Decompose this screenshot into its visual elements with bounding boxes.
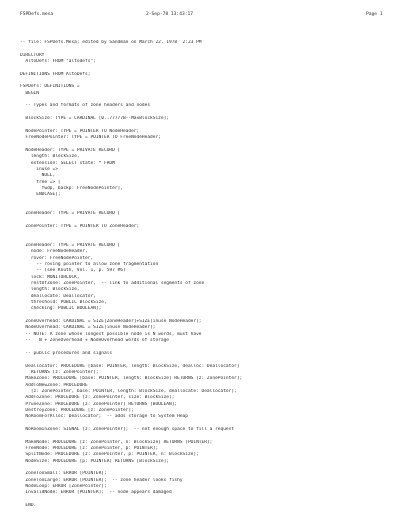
code-line: rover: FreeNodePointer,	[20, 255, 94, 261]
code-line: NoRoomInZone: SIGNAL [z: ZonePointer]; -- not enough space to fill a request	[20, 426, 235, 432]
code-line: -- (see Knuth, Vol. 1, p. 597 #6)	[20, 268, 126, 274]
code-line: ZoneTooLarge: ERROR [POINTER]; -- zone header looks fishy	[20, 477, 183, 483]
code-line: NodeOverhead: CARDINAL = SIZE[inuse NodeHeader];	[20, 325, 156, 331]
code-line: fwdp, backp: FreeNodePointer],	[20, 185, 123, 191]
code-line: inuse =>	[20, 166, 58, 172]
code-line: [z: ZonePointer, base: POINTER, length: BlockSize, deallocate: Deallocator];	[20, 388, 237, 394]
code-line: END.	[20, 503, 37, 509]
code-line: AddToZone: PROCEDURE [z: ZonePointer, size: BlockSize];	[20, 395, 175, 401]
code-line: Deallocator: PROCEDURE [base: POINTER, length: BlockSize, dealloc: Deallocator]	[20, 363, 240, 369]
code-line: restOfZone: ZonePointer, -- link to additional segments of zone	[20, 281, 205, 287]
code-line: NodePointer: TYPE = POINTER TO NodeHeader;	[20, 128, 140, 134]
code-line: DIRECTORY	[20, 52, 45, 58]
code-line: threshold: PUBLIC BlockSize,	[20, 300, 107, 306]
code-line: length: BlockSize,	[20, 154, 80, 160]
code-line: DEFINITIONS FROM AltoDefs;	[20, 71, 91, 77]
code-line: -- NOTE: A zone whose longest possible node is N words, must have	[20, 331, 202, 337]
file-name: FSPDefs.mesa	[20, 12, 54, 17]
code-line: ZoneOverhead: CARDINAL = SIZE[ZoneHeader]+SIZE[inuse NodeHeader];	[20, 319, 202, 325]
code-line: NoRoomForAlloc: Deallocator; -- adds storage to System Heap	[20, 414, 188, 420]
page-number: Page 1	[366, 12, 383, 17]
code-line: NodeSize: PROCEDURE [p: POINTER] RETURNS [BlockSize];	[20, 458, 170, 464]
code-line: NodeHeader: TYPE = PRIVATE RECORD [	[20, 147, 121, 153]
code-line: MakeNode: PROCEDURE [z: ZonePointer, n: BlockSize] RETURNS [POINTER];	[20, 439, 213, 445]
code-line: lock: MONITORLOCK,	[20, 274, 80, 280]
code-line: checking: PUBLIC BOOLEAN];	[20, 306, 102, 312]
code-line: -- roving pointer to allow zone fragmentation	[20, 262, 159, 268]
code-line: node: FreeNodeHeader,	[20, 249, 88, 255]
code-line: SplitNode: PROCEDURE [z: ZonePointer, p: POINTER, n: BlockSize];	[20, 452, 199, 458]
code-line: NodeLoop: ERROR [ZonePointer];	[20, 484, 107, 490]
code-line: FreeNodePointer: TYPE = POINTER TO FreeNodeHeader;	[20, 135, 161, 141]
code-line: ENDCASE];	[20, 192, 61, 198]
code-line: AddToNewZone: PROCEDURE	[20, 382, 88, 388]
code-line: length: BlockSize,	[20, 287, 80, 293]
code-line: ZoneHeader: TYPE = PRIVATE RECORD [	[20, 211, 121, 217]
code-line: NULL,	[20, 173, 56, 179]
code-line: FSPDefs: DEFINITIONS =	[20, 84, 80, 90]
code-line: AltoDefs: FROM "altodefs";	[20, 59, 96, 65]
code-line: extension: SELECT state: * FROM	[20, 160, 115, 166]
code-line: -- Types and formats of zone headers and nodes	[20, 103, 151, 109]
code-line: -- file: FSPDefs.Mesa; edited by Sandman on March 22, 1978 2:23 PM	[20, 40, 202, 45]
code-line: BlockSize: TYPE = CARDINAL [0..77777B--MaxBlockSize];	[20, 116, 170, 122]
code-line: free => [	[20, 179, 61, 185]
code-line: MakeZone: PROCEDURE [base: POINTER, length: BlockSize] RETURNS [z: ZonePointer];	[20, 376, 243, 382]
code-line: FreeNode: PROCEDURE [z: ZonePointer, p: POINTER];	[20, 446, 159, 451]
code-line: deallocate: Deallocator,	[20, 293, 96, 299]
source-listing	[20, 40, 380, 509]
code-line: ZonePointer: TYPE = POINTER TO ZoneHeader;	[20, 223, 140, 229]
code-line: -- public procedures and signals	[20, 350, 113, 356]
code-line: BEGIN	[20, 90, 39, 96]
page-header	[20, 11, 383, 21]
code-line: InvalidNode: ERROR [POINTER]; -- node appears damaged	[20, 490, 172, 496]
code-line: -- N + ZoneOverhead + NodeOverhead words of storage	[20, 338, 170, 344]
print-date: 2-Sep-78 13:43:17	[146, 12, 194, 17]
code-line: ZoneTooSmall: ERROR [POINTER];	[20, 471, 107, 477]
code-line: ZoneHeader: TYPE = PRIVATE RECORD [	[20, 243, 121, 248]
code-line: RETURNS [z: ZonePointer];	[20, 369, 99, 375]
code-line: DestroyZone: PROCEDURE [z: ZonePointer];	[20, 407, 134, 413]
code-line: PruneZone: PROCEDURE [z: ZonePointer] RETURNS [BOOLEAN];	[20, 401, 178, 407]
